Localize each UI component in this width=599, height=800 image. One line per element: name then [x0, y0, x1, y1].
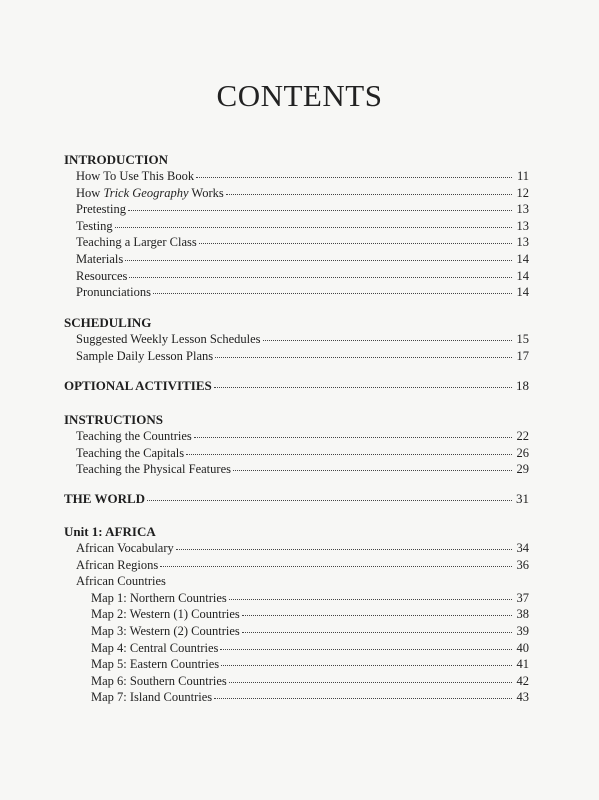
page-number: 14	[516, 285, 529, 300]
page-number: 18	[516, 378, 529, 393]
toc-entry[interactable]: Pretesting 13	[76, 202, 529, 217]
page-number: 42	[516, 673, 529, 688]
section-instructions	[64, 411, 529, 478]
leader-dots	[242, 614, 512, 616]
page-title: CONTENTS	[216, 78, 383, 113]
toc-entry[interactable]: Testing 13	[76, 218, 529, 233]
page-number: 13	[516, 235, 529, 250]
leader-dots	[115, 226, 512, 228]
toc-entry[interactable]: Materials 14	[76, 251, 529, 266]
page-number: 17	[516, 348, 529, 363]
toc-entry[interactable]: Map 2: Western (1) Countries 38	[91, 607, 529, 622]
leader-dots	[214, 386, 512, 388]
leader-dots	[128, 209, 512, 211]
leader-dots	[220, 648, 512, 650]
page-number: 15	[516, 332, 529, 346]
leader-dots	[215, 356, 512, 358]
page-number: 39	[516, 623, 529, 638]
page-number: 31	[516, 491, 529, 506]
leader-dots	[186, 453, 512, 455]
leader-dots	[242, 631, 512, 633]
page-number: 29	[516, 462, 529, 477]
toc-entry[interactable]: Teaching the Physical Features 29	[76, 462, 529, 477]
page-number: 40	[516, 640, 529, 655]
toc-entry[interactable]: Teaching the Countries 22	[76, 429, 529, 443]
page-number: 43	[516, 690, 529, 705]
page-number: 36	[516, 557, 529, 572]
toc-entry[interactable]: How To Use This Book 11	[76, 169, 529, 183]
toc-entry[interactable]: African Regions 36	[76, 557, 529, 572]
page-number: 13	[516, 202, 529, 217]
section-scheduling	[64, 314, 529, 364]
toc-entry[interactable]: African Vocabulary 34	[76, 541, 529, 555]
leader-dots	[194, 436, 512, 438]
toc-entry[interactable]: Map 6: Southern Countries 42	[91, 673, 529, 688]
subsection-label: African Countries	[76, 574, 166, 589]
page-number: 14	[516, 268, 529, 283]
leader-dots	[214, 697, 512, 699]
toc-entry[interactable]: THE WORLD 31	[64, 491, 529, 506]
toc-entry[interactable]: Suggested Weekly Lesson Schedules 15	[76, 332, 529, 346]
section-heading: INSTRUCTIONS	[64, 412, 163, 427]
page-number: 14	[516, 251, 529, 266]
section-unit-1-africa	[64, 523, 529, 706]
page-number: 37	[516, 590, 529, 605]
page-number: 26	[516, 445, 529, 460]
leader-dots	[147, 499, 512, 501]
leader-dots	[176, 548, 512, 550]
page-number: 41	[516, 657, 529, 672]
leader-dots	[199, 242, 512, 244]
leader-dots	[233, 469, 512, 471]
toc-entry[interactable]: OPTIONAL ACTIVITIES 18	[64, 378, 529, 393]
section-the-world	[64, 491, 529, 508]
toc-entry[interactable]: Map 1: Northern Countries 37	[91, 590, 529, 605]
page-number: 13	[516, 218, 529, 233]
page-number: 11	[516, 169, 529, 183]
leader-dots	[263, 339, 513, 341]
toc-entry[interactable]: Map 5: Eastern Countries 41	[91, 657, 529, 672]
leader-dots	[221, 664, 512, 666]
leader-dots	[229, 598, 512, 600]
leader-dots	[229, 681, 512, 683]
section-heading: INTRODUCTION	[64, 152, 169, 167]
section-heading: SCHEDULING	[64, 315, 152, 330]
book-title-italic: Trick Geography	[103, 185, 189, 200]
toc-entry[interactable]: Map 4: Central Countries 40	[91, 640, 529, 655]
leader-dots	[160, 565, 512, 567]
section-introduction	[64, 151, 529, 301]
section-heading: Unit 1: AFRICA	[64, 524, 156, 539]
page-number: 38	[516, 607, 529, 622]
toc-entry[interactable]: Teaching a Larger Class 13	[76, 235, 529, 250]
toc-entry[interactable]: Map 3: Western (2) Countries 39	[91, 623, 529, 638]
toc-entry[interactable]: Map 7: Island Countries 43	[91, 690, 529, 705]
leader-dots	[226, 193, 512, 195]
leader-dots	[125, 259, 512, 261]
toc-entry[interactable]: Teaching the Capitals 26	[76, 445, 529, 460]
page-number: 12	[516, 185, 529, 200]
toc-entry[interactable]: Pronunciations 14	[76, 285, 529, 300]
leader-dots	[129, 276, 512, 278]
page-number: 34	[516, 541, 529, 555]
toc-entry[interactable]: Sample Daily Lesson Plans 17	[76, 348, 529, 363]
page-number: 22	[516, 429, 529, 443]
leader-dots	[196, 176, 512, 178]
toc-entry[interactable]: How Trick Geography Works 12	[76, 185, 529, 200]
toc-entry[interactable]: Resources 14	[76, 268, 529, 283]
leader-dots	[153, 292, 512, 294]
section-optional-activities	[64, 378, 529, 395]
